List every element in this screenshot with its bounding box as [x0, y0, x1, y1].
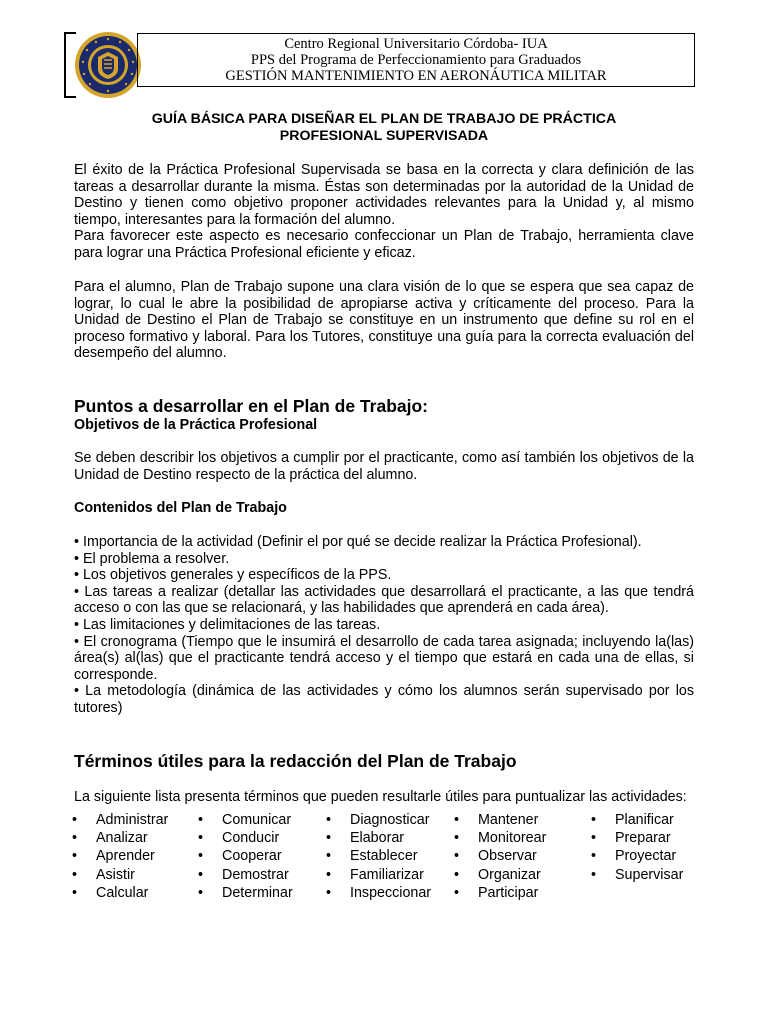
section2-heading: Términos útiles para la redacción del Plan de Trabajo	[74, 751, 517, 771]
term-item: • Establecer	[326, 848, 418, 865]
objectives-heading: Objetivos de la Práctica Profesional	[74, 417, 318, 433]
section1-heading: Puntos a desarrollar en el Plan de Trabajo:	[74, 396, 428, 416]
intro-paragraph-3-block	[74, 279, 694, 362]
term-item: • Mantener	[454, 812, 539, 828]
terms-column-5	[591, 811, 683, 884]
terms-list	[72, 811, 702, 911]
bullet-item: • Las tareas a realizar (detallar las actividades que desarrollará el practicante, a las que tendrá acceso o con las que se relacionará, y las habilidades que aprenderá en cada área).	[74, 583, 694, 617]
term-item: • Familiarizar	[326, 866, 424, 883]
document-title	[74, 111, 694, 145]
terms-intro: La siguiente lista presenta términos que pueden resultarle útiles para puntualizar las actividades:	[74, 789, 687, 805]
header-line-1: Centro Regional Universitario Córdoba- IUA	[284, 36, 548, 52]
terms-column-3	[326, 811, 431, 902]
header-line-3: GESTIÓN MANTENIMIENTO EN AERONÁUTICA MILITAR	[225, 68, 607, 84]
intro-block	[74, 162, 694, 262]
term-item: • Elaborar	[326, 830, 405, 847]
objectives-block	[74, 450, 694, 483]
intro-paragraph-2: Para favorecer este aspecto es necesario confeccionar un Plan de Trabajo, herramienta clave para lograr una Práctica Profesional eficiente y eficaz.	[74, 228, 694, 261]
term-item: • Organizar	[454, 866, 541, 883]
term-item: • Conducir	[198, 830, 280, 847]
term-item: • Determinar	[198, 884, 293, 901]
header-line-2: PPS del Programa de Perfeccionamiento para Graduados	[250, 52, 582, 68]
term-item: • Aprender	[72, 848, 155, 865]
bullet-item: • El cronograma (Tiempo que le insumirá el desarrollo de cada tarea asignada; incluyendo la(las) área(s) al(las) que el practicante tendrá acceso y el tiempo que estará en cada una de ellas, si corresponde.	[74, 633, 694, 683]
intro-paragraph-3: Para el alumno, Plan de Trabajo supone una clara visión de lo que se espera que sea capaz de lograr, lo cual le abre la posibilidad de apropiarse activa y críticamente del proceso. Para la Unidad de Destino el Plan de Trabajo se constituye en un instrumento que define su rol en el proceso formativo y laboral. Para los Tutores, constituye una guía para la correcta evaluación del desempeño del alumno.	[74, 279, 694, 362]
intro-paragraph-1: El éxito de la Práctica Profesional Supervisada se basa en la correcta y clara definición de las tareas a desarrollar durante la misma. Éstas son determinadas por la autoridad de la Unidad de Destino y tienen como objetivo proponer actividades relevantes para la Unidad y, al mismo tiempo, interesantes para la formación del alumno.	[74, 162, 694, 228]
term-item: • Preparar	[591, 830, 671, 847]
title-line-1: GUÍA BÁSICA PARA DISEÑAR EL PLAN DE TRABAJO DE PRÁCTICA	[151, 111, 617, 127]
term-item: • Administrar	[72, 812, 169, 828]
terms-column-2	[198, 811, 293, 902]
term-item: • Observar	[454, 848, 537, 865]
term-item: • Demostrar	[198, 866, 289, 883]
university-seal-icon	[74, 31, 142, 99]
bullet-item: • Las limitaciones y delimitaciones de las tareas.	[74, 616, 381, 633]
terms-column-4	[454, 811, 546, 902]
term-item: • Cooperar	[198, 848, 282, 865]
term-item: • Analizar	[72, 830, 148, 847]
term-item: • Participar	[454, 884, 539, 901]
term-item: • Diagnosticar	[326, 812, 430, 828]
bullet-item: • El problema a resolver.	[74, 550, 230, 567]
contents-bullet-list	[74, 534, 694, 717]
term-item: • Calcular	[72, 884, 149, 901]
contents-heading: Contenidos del Plan de Trabajo	[74, 500, 287, 516]
term-item: • Proyectar	[591, 848, 677, 865]
term-item: • Planificar	[591, 812, 674, 828]
term-item: • Monitorear	[454, 830, 547, 847]
terms-column-1	[72, 811, 168, 902]
institution-header	[137, 33, 695, 87]
term-item: • Supervisar	[591, 866, 684, 883]
bullet-item: • Importancia de la actividad (Definir el por qué se decide realizar la Práctica Profesional).	[74, 534, 642, 550]
term-item: • Asistir	[72, 866, 135, 883]
term-item: • Comunicar	[198, 812, 292, 828]
term-item: • Inspeccionar	[326, 884, 432, 901]
terms-intro-block	[74, 789, 694, 806]
title-line-2: PROFESIONAL SUPERVISADA	[279, 128, 489, 144]
bullet-item: • La metodología (dinámica de las actividades y cómo los alumnos serán supervisado por los tutores)	[74, 683, 694, 716]
bullet-item: • Los objetivos generales y específicos de la PPS.	[74, 567, 392, 584]
objectives-text: Se deben describir los objetivos a cumplir por el practicante, como así también los objetivos de la Unidad de Destino respecto de la práctica del alumno.	[74, 450, 694, 483]
